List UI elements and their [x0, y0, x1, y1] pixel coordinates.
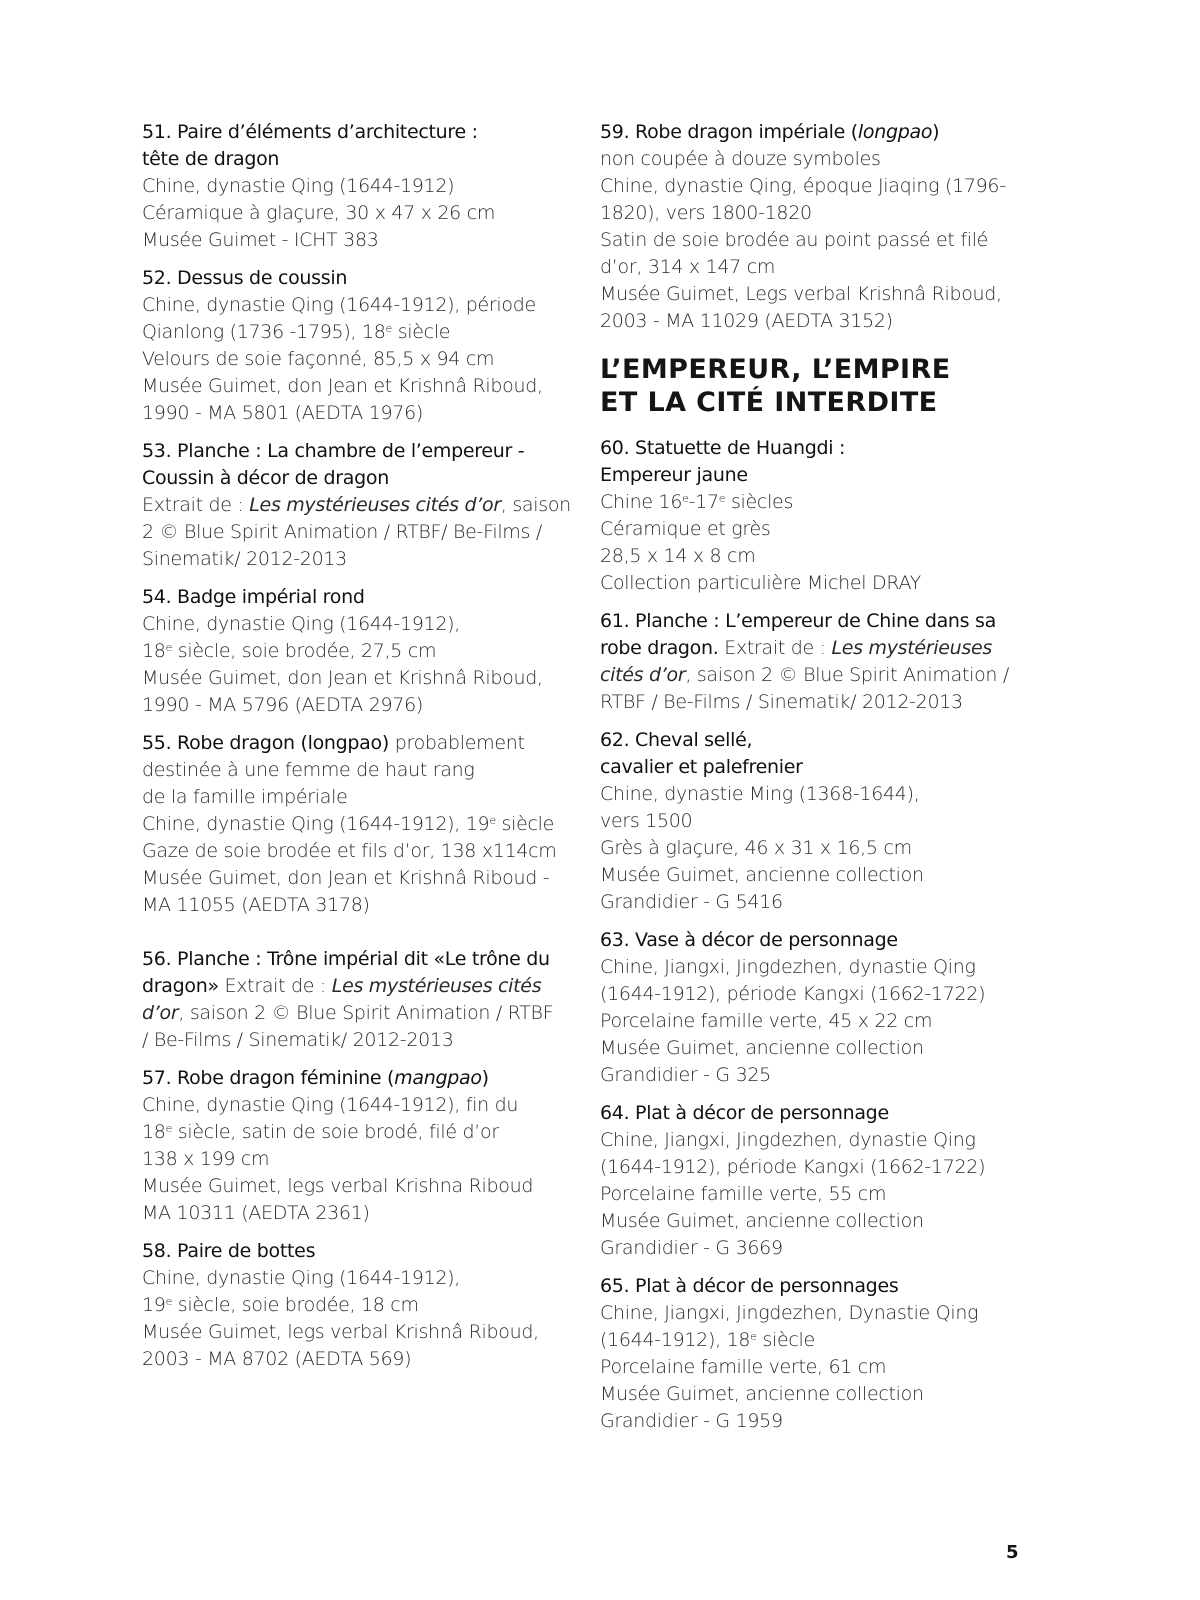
- text-run: Extrait de :: [218, 975, 332, 997]
- catalogue-entry: [142, 265, 582, 427]
- entry-detail-line: [142, 400, 582, 427]
- entry-detail-line: [600, 227, 1040, 254]
- text-run: Les mystérieuses cités: [331, 975, 542, 997]
- text-run: Grandidier - G 325: [600, 1064, 771, 1086]
- entry-detail-line: [600, 635, 1040, 662]
- text-run: Grès à glaçure, 46 x 31 x 16,5 cm: [600, 837, 912, 859]
- entry-detail-line: [142, 1027, 582, 1054]
- catalogue-entry: [600, 1273, 1040, 1435]
- text-run: vers 1500: [600, 810, 693, 832]
- entry-detail-line: [600, 516, 1040, 543]
- text-run: Porcelaine famille verte, 55 cm: [600, 1183, 887, 1205]
- text-run: ): [481, 1067, 489, 1089]
- text-run: Extrait de :: [718, 637, 832, 659]
- entry-detail-line: [600, 281, 1040, 308]
- entry-detail-line: [600, 1354, 1040, 1381]
- entry-detail-line: [600, 1181, 1040, 1208]
- text-run: 2 © Blue Spirit Animation / RTBF/ Be-Films /: [142, 521, 542, 543]
- entry-detail-line: [142, 227, 582, 254]
- text-run: Chine, Jiangxi, Jingdezhen, dynastie Qing: [600, 1129, 976, 1151]
- right-column: [600, 119, 1040, 1446]
- text-run: 55. Robe dragon (longpao): [142, 732, 389, 754]
- entry-detail-line: [600, 489, 1040, 516]
- text-run: (1644-1912), période Kangxi (1662-1722): [600, 1156, 986, 1178]
- entry-detail-line: [142, 692, 582, 719]
- text-run: 58. Paire de bottes: [142, 1240, 316, 1262]
- text-run: 51. Paire d’éléments d’architecture :: [142, 121, 478, 143]
- entry-detail-line: [142, 1346, 582, 1373]
- section-heading: [600, 353, 1040, 419]
- text-run: Qianlong (1736 -1795), 18: [142, 321, 386, 343]
- text-run: mangpao: [394, 1067, 482, 1089]
- text-run: 64. Plat à décor de personnage: [600, 1102, 889, 1124]
- catalogue-entry: [142, 584, 582, 719]
- text-run: 2003 - MA 8702 (AEDTA 569): [142, 1348, 412, 1370]
- text-run: Velours de soie façonné, 85,5 x 94 cm: [142, 348, 495, 370]
- text-run: non coupée à douze symboles: [600, 148, 881, 170]
- text-run: 62. Cheval sellé,: [600, 729, 753, 751]
- text-run: Musée Guimet, Legs verbal Krishnâ Riboud,: [600, 283, 1002, 305]
- entry-detail-line: [600, 1062, 1040, 1089]
- entry-detail-line: [142, 519, 582, 546]
- superscript: e: [682, 492, 689, 505]
- text-run: Chine, dynastie Qing (1644-1912), 19: [142, 813, 490, 835]
- entry-title-line: [600, 927, 1040, 954]
- catalogue-entry: [600, 119, 1040, 335]
- entry-detail-line: [600, 981, 1040, 1008]
- entry-detail-line: [600, 1208, 1040, 1235]
- entry-detail-line: [142, 757, 582, 784]
- text-run: Musée Guimet, ancienne collection: [600, 864, 924, 886]
- entry-detail-line: [142, 546, 582, 573]
- text-run: 61. Planche : L’empereur de Chine dans sa: [600, 610, 996, 632]
- entry-title-line: [142, 265, 582, 292]
- text-run: Musée Guimet, ancienne collection: [600, 1037, 924, 1059]
- text-run: RTBF / Be-Films / Sinematik/ 2012-2013: [600, 691, 963, 713]
- text-run: , saison 2 © Blue Spirit Animation /: [685, 664, 1009, 686]
- section-heading-line-1: L’EMPEREUR, L’EMPIRE: [600, 354, 951, 385]
- text-run: Les mystérieuses cités d’or: [249, 494, 501, 516]
- text-run: Musée Guimet, don Jean et Krishnâ Riboud -: [142, 867, 550, 889]
- entry-detail-line: [142, 1200, 582, 1227]
- text-run: MA 10311 (AEDTA 2361): [142, 1202, 370, 1224]
- entry-title-line: [600, 727, 1040, 754]
- catalogue-entry: [142, 119, 582, 254]
- entry-title-line: [600, 1100, 1040, 1127]
- entry-title-line: [142, 438, 582, 465]
- entry-detail-line: [600, 254, 1040, 281]
- entry-detail-line: [142, 638, 582, 665]
- entry-title-line: [142, 1065, 582, 1092]
- text-run: siècle, soie brodée, 27,5 cm: [172, 640, 437, 662]
- text-run: Musée Guimet - ICHT 383: [142, 229, 379, 251]
- text-run: Chine, Jiangxi, Jingdezhen, dynastie Qing: [600, 956, 976, 978]
- entry-detail-line: [142, 665, 582, 692]
- text-run: Musée Guimet, don Jean et Krishnâ Riboud,: [142, 375, 543, 397]
- entry-detail-line: [142, 373, 582, 400]
- entry-detail-line: [142, 838, 582, 865]
- entry-title-line: [142, 584, 582, 611]
- entry-detail-line: [142, 1292, 582, 1319]
- superscript: e: [165, 1122, 173, 1135]
- text-run: Musée Guimet, ancienne collection: [600, 1383, 924, 1405]
- entry-detail-line: [600, 200, 1040, 227]
- entry-detail-line: [600, 1327, 1040, 1354]
- entry-detail-line: [600, 1127, 1040, 1154]
- text-run: cités d’or: [600, 664, 686, 686]
- entry-title-line: [600, 608, 1040, 635]
- entry-detail-line: [142, 1173, 582, 1200]
- text-run: , saison: [500, 494, 571, 516]
- text-run: Céramique à glaçure, 30 x 47 x 26 cm: [142, 202, 496, 224]
- catalogue-entry: [600, 608, 1040, 716]
- entry-detail-line: [142, 865, 582, 892]
- text-run: 59. Robe dragon impériale (: [600, 121, 858, 143]
- text-run: de la famille impériale: [142, 786, 348, 808]
- entry-detail-line: [600, 1035, 1040, 1062]
- text-run: 54. Badge impérial rond: [142, 586, 365, 608]
- text-run: (1644-1912), 18: [600, 1329, 751, 1351]
- right-entries: [600, 435, 1040, 1435]
- entry-detail-line: [600, 889, 1040, 916]
- entry-detail-line: [600, 1008, 1040, 1035]
- text-run: siècles: [725, 491, 794, 513]
- text-run: Satin de soie brodée au point passé et filé: [600, 229, 989, 251]
- text-run: dragon»: [142, 975, 219, 997]
- text-run: 1990 - MA 5801 (AEDTA 1976): [142, 402, 423, 424]
- text-run: 65. Plat à décor de personnages: [600, 1275, 899, 1297]
- text-run: robe dragon.: [600, 637, 719, 659]
- catalogue-entry: [600, 727, 1040, 916]
- text-run: destinée à une femme de haut rang: [142, 759, 475, 781]
- text-run: longpao: [857, 121, 933, 143]
- text-run: siècle: [495, 813, 555, 835]
- entry-detail-line: [142, 200, 582, 227]
- entry-detail-line: [142, 492, 582, 519]
- text-run: siècle, satin de soie brodé, filé d’or: [172, 1121, 499, 1143]
- text-run: (1644-1912), période Kangxi (1662-1722): [600, 983, 986, 1005]
- section-heading-line-2: ET LA CITÉ INTERDITE: [600, 387, 938, 418]
- text-run: Chine, dynastie Qing, époque Jiaqing (1796-: [600, 175, 1006, 197]
- text-run: 1990 - MA 5796 (AEDTA 2976): [142, 694, 423, 716]
- text-run: / Be-Films / Sinematik/ 2012-2013: [142, 1029, 454, 1051]
- entry-detail-line: [142, 892, 582, 919]
- entry-detail-line: [142, 465, 582, 492]
- entry-detail-line: [600, 835, 1040, 862]
- text-run: 52. Dessus de coussin: [142, 267, 348, 289]
- entry-detail-line: [600, 808, 1040, 835]
- entry-detail-line: [600, 689, 1040, 716]
- entry-detail-line: [142, 292, 582, 319]
- entry-detail-line: [142, 346, 582, 373]
- text-run: Céramique et grès: [600, 518, 771, 540]
- entry-title-line: [600, 435, 1040, 462]
- text-run: Chine, dynastie Qing (1644-1912), période: [142, 294, 536, 316]
- text-run: Grandidier - G 1959: [600, 1410, 783, 1432]
- text-run: 28,5 x 14 x 8 cm: [600, 545, 756, 567]
- right-top-entries: [600, 119, 1040, 335]
- text-run: siècle: [391, 321, 451, 343]
- entry-detail-line: [600, 662, 1040, 689]
- entry-detail-line: [600, 146, 1040, 173]
- entry-detail-line: [600, 173, 1040, 200]
- spacer: [142, 930, 582, 946]
- entry-detail-line: [142, 1000, 582, 1027]
- entry-title-line: [600, 1273, 1040, 1300]
- text-run: Grandidier - G 3669: [600, 1237, 783, 1259]
- text-run: 18: [142, 1121, 166, 1143]
- text-run: 18: [142, 640, 166, 662]
- entry-detail-line: [142, 611, 582, 638]
- left-column: [142, 119, 582, 1384]
- text-run: ): [932, 121, 940, 143]
- entry-title-line: [142, 946, 582, 973]
- entry-detail-line: [142, 1265, 582, 1292]
- text-run: 2003 - MA 11029 (AEDTA 3152): [600, 310, 893, 332]
- text-run: -17: [688, 491, 719, 513]
- text-run: Grandidier - G 5416: [600, 891, 783, 913]
- text-run: Chine, dynastie Qing (1644-1912),: [142, 1267, 460, 1289]
- catalogue-entry: [142, 438, 582, 573]
- catalogue-entry: [600, 1100, 1040, 1262]
- entry-title-line: [600, 119, 1040, 146]
- entry-detail-line: [600, 308, 1040, 335]
- catalogue-entry: [600, 927, 1040, 1089]
- entry-detail-line: [600, 781, 1040, 808]
- text-run: siècle, soie brodée, 18 cm: [172, 1294, 419, 1316]
- entry-detail-line: [600, 954, 1040, 981]
- text-run: 138 x 199 cm: [142, 1148, 270, 1170]
- text-run: cavalier et palefrenier: [600, 756, 803, 778]
- text-run: Musée Guimet, ancienne collection: [600, 1210, 924, 1232]
- text-run: 63. Vase à décor de personnage: [600, 929, 898, 951]
- text-run: Porcelaine famille verte, 45 x 22 cm: [600, 1010, 933, 1032]
- text-run: Musée Guimet, don Jean et Krishnâ Riboud,: [142, 667, 543, 689]
- superscript: e: [750, 1330, 757, 1343]
- entry-detail-line: [142, 319, 582, 346]
- entry-detail-line: [600, 543, 1040, 570]
- text-run: Gaze de soie brodée et fils d’or, 138 x114cm: [142, 840, 557, 862]
- catalogue-entry: [600, 435, 1040, 597]
- text-run: Chine, dynastie Qing (1644-1912),: [142, 613, 460, 635]
- text-run: d’or, 314 x 147 cm: [600, 256, 776, 278]
- entry-detail-line: [142, 1119, 582, 1146]
- text-run: Les mystérieuses: [831, 637, 993, 659]
- entry-detail-line: [600, 1408, 1040, 1435]
- superscript: e: [489, 814, 496, 827]
- text-run: Musée Guimet, legs verbal Krishnâ Riboud,: [142, 1321, 539, 1343]
- entry-detail-line: [600, 1381, 1040, 1408]
- entry-title-line: [142, 119, 582, 146]
- text-run: Chine, Jiangxi, Jingdezhen, Dynastie Qing: [600, 1302, 979, 1324]
- text-run: Collection particulière Michel DRAY: [600, 572, 921, 594]
- text-run: 19: [142, 1294, 166, 1316]
- entry-detail-line: [600, 570, 1040, 597]
- text-run: 57. Robe dragon féminine (: [142, 1067, 395, 1089]
- entry-detail-line: [600, 1235, 1040, 1262]
- entry-detail-line: [142, 1146, 582, 1173]
- entry-detail-line: [142, 173, 582, 200]
- entry-detail-line: [142, 1319, 582, 1346]
- entry-detail-line: [600, 1300, 1040, 1327]
- text-run: Musée Guimet, legs verbal Krishna Riboud: [142, 1175, 534, 1197]
- entry-detail-line: [142, 973, 582, 1000]
- text-run: tête de dragon: [142, 148, 280, 170]
- superscript: e: [385, 322, 392, 335]
- catalogue-entry: [142, 730, 582, 919]
- entry-detail-line: [600, 862, 1040, 889]
- text-run: Chine 16: [600, 491, 683, 513]
- entry-detail-line: [142, 1092, 582, 1119]
- entry-detail-line: [142, 784, 582, 811]
- text-run: Chine, dynastie Qing (1644-1912): [142, 175, 455, 197]
- entry-title-line: [142, 1238, 582, 1265]
- text-run: MA 11055 (AEDTA 3178): [142, 894, 370, 916]
- text-run: Coussin à décor de dragon: [142, 467, 389, 489]
- text-run: probablement: [388, 732, 525, 754]
- text-run: 53. Planche : La chambre de l’empereur -: [142, 440, 525, 462]
- text-run: 60. Statuette de Huangdi :: [600, 437, 846, 459]
- entry-detail-line: [600, 462, 1040, 489]
- text-run: 56. Planche : Trône impérial dit «Le trône du: [142, 948, 550, 970]
- text-run: , saison 2 © Blue Spirit Animation / RTBF: [178, 1002, 554, 1024]
- entry-detail-line: [600, 1154, 1040, 1181]
- text-run: Porcelaine famille verte, 61 cm: [600, 1356, 887, 1378]
- page-number: 5: [1006, 1542, 1019, 1563]
- text-run: d’or: [142, 1002, 179, 1024]
- superscript: e: [165, 1295, 173, 1308]
- text-run: Sinematik/ 2012-2013: [142, 548, 347, 570]
- catalogue-entry: [142, 1065, 582, 1227]
- entry-detail-line: [142, 811, 582, 838]
- superscript: e: [718, 492, 726, 505]
- text-run: Chine, dynastie Qing (1644-1912), fin du: [142, 1094, 519, 1116]
- text-run: Empereur jaune: [600, 464, 748, 486]
- entry-detail-line: [600, 754, 1040, 781]
- catalogue-entry: [142, 1238, 582, 1373]
- text-run: siècle: [756, 1329, 815, 1351]
- text-run: 1820), vers 1800-1820: [600, 202, 812, 224]
- text-run: Chine, dynastie Ming (1368-1644),: [600, 783, 920, 805]
- superscript: e: [165, 641, 173, 654]
- text-run: Extrait de :: [142, 494, 250, 516]
- entry-title-line: [142, 730, 582, 757]
- catalogue-entry: [142, 946, 582, 1054]
- entry-detail-line: [142, 146, 582, 173]
